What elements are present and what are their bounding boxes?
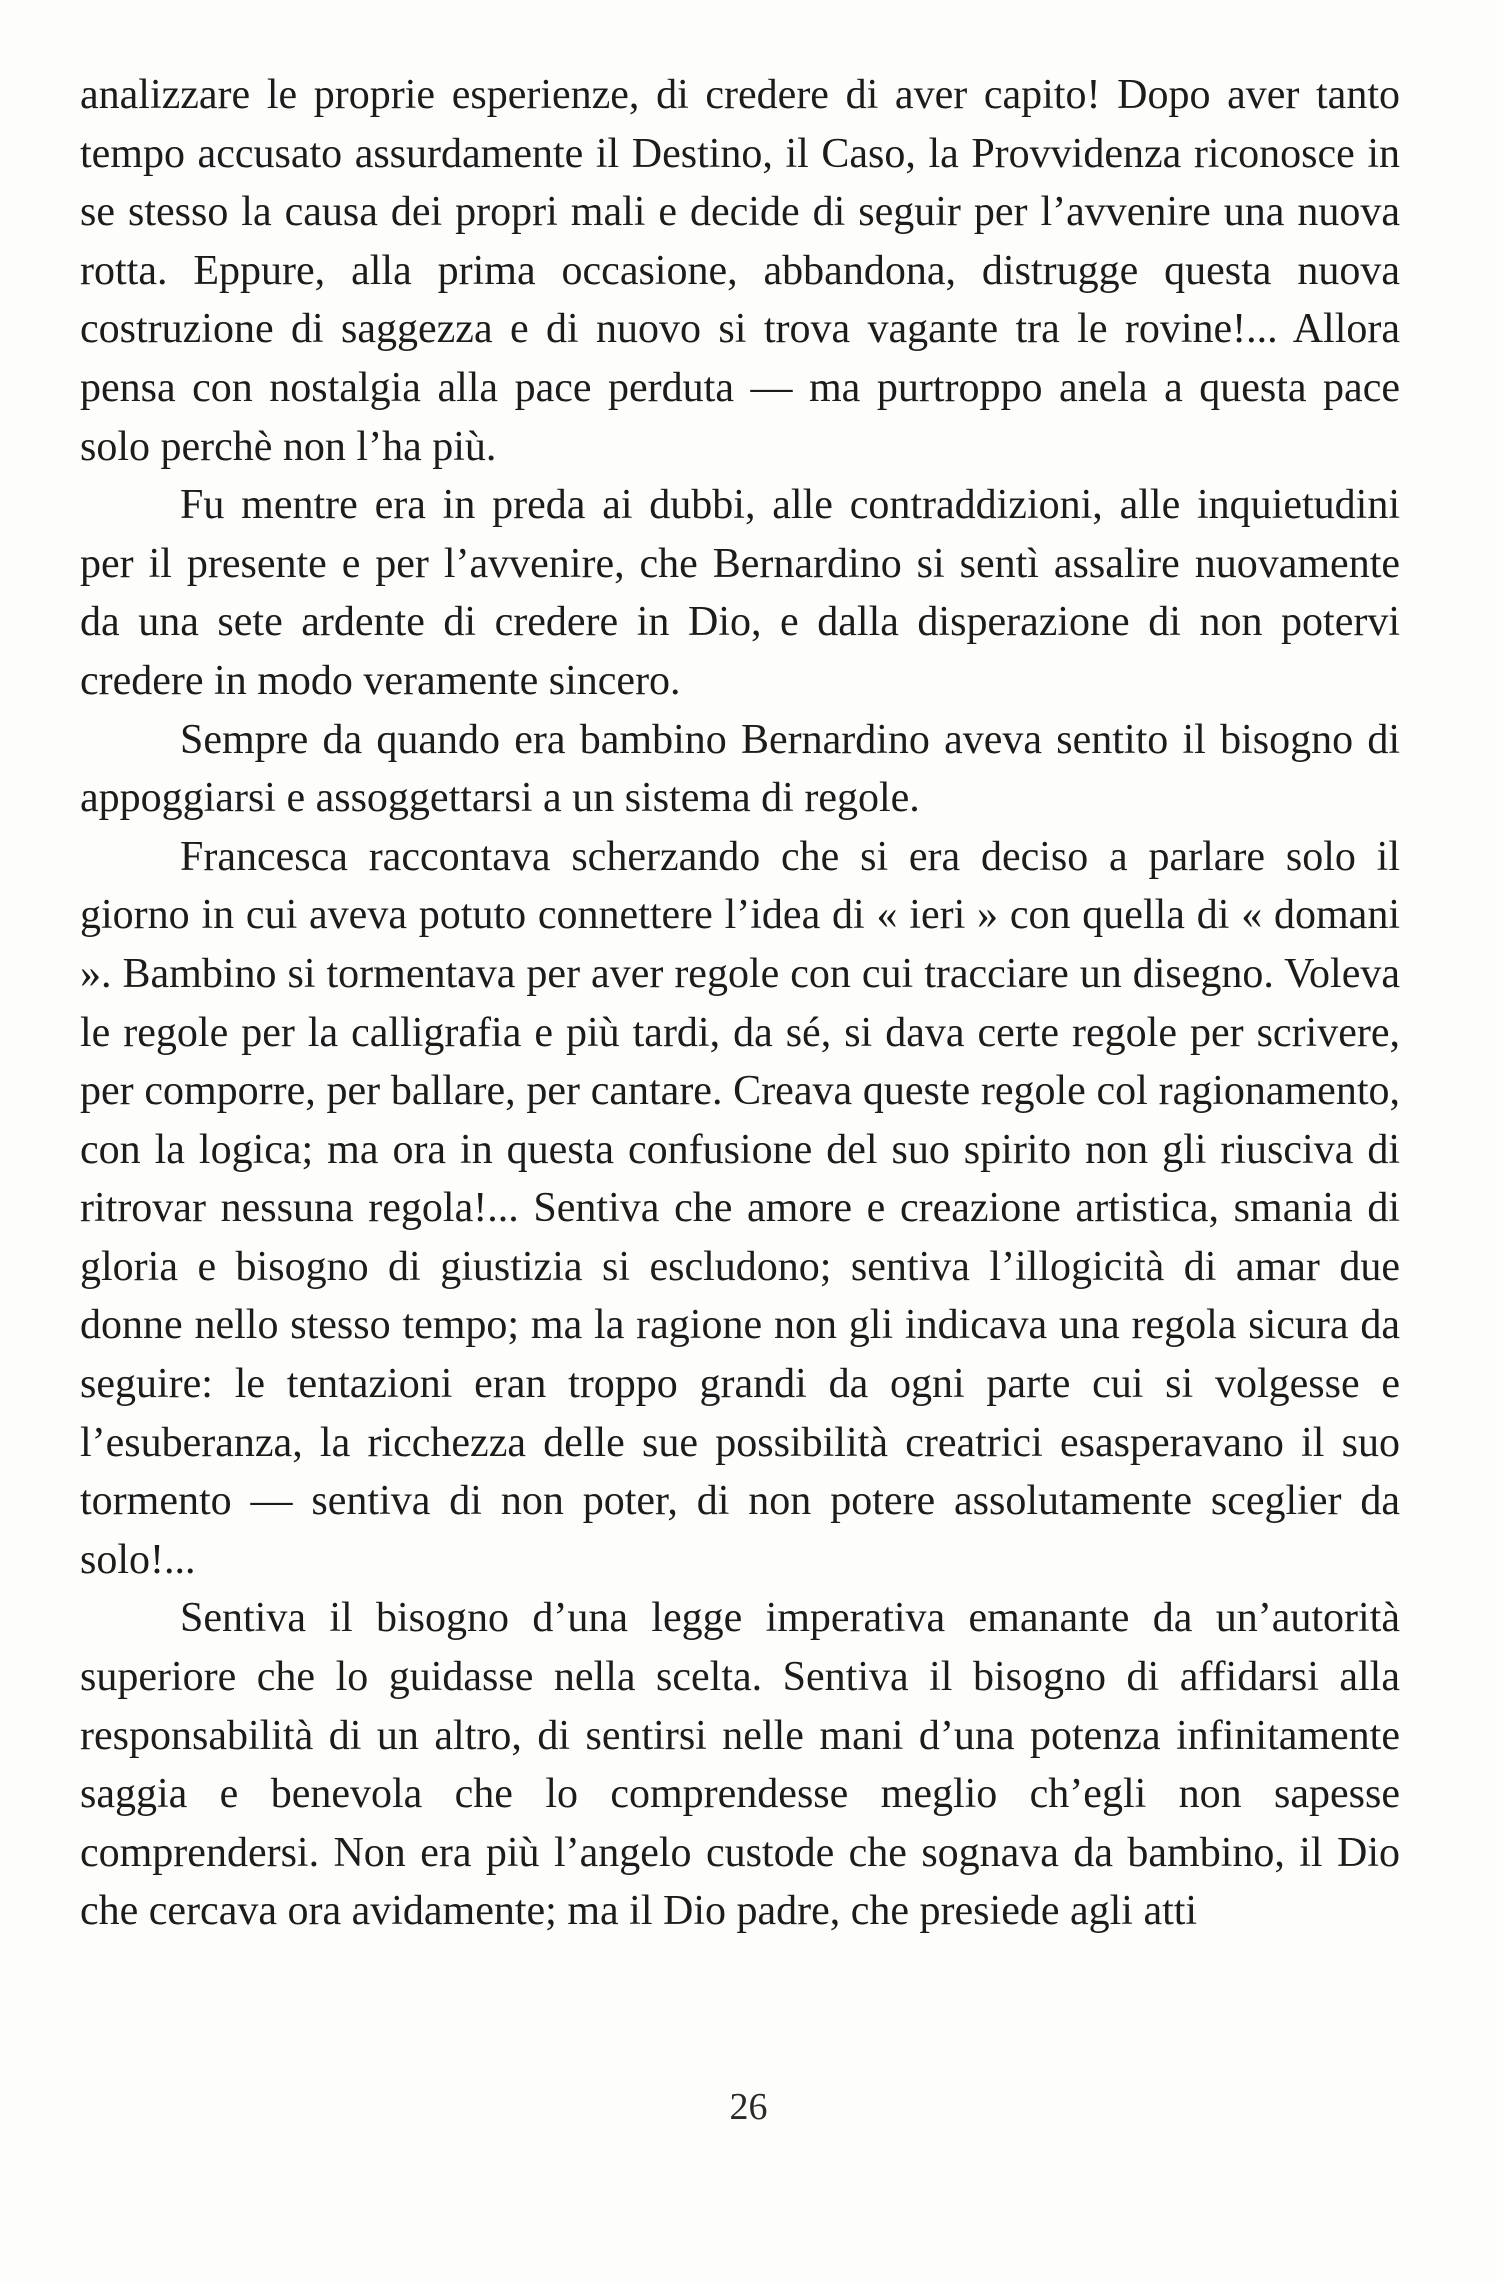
- paragraph-1: analizzare le proprie esperienze, di credere di aver capito! Dopo aver tanto tempo accusato assurdamente il Destino, il Caso, la Provvidenza riconosce in se stesso la causa dei propri mali e decide di seguir per l’avvenire una nuova rotta. Eppure, alla prima occasione, abbandona, distrugge questa nuova costruzione di saggezza e di nuovo si trova vagante tra le rovine!... Allora pensa con nostalgia alla pace perduta — ma purtroppo anela a questa pace solo perchè non l’ha più.: [80, 72, 1400, 470]
- paragraph-5: Sentiva il bisogno d’una legge imperativa emanante da un’autorità superiore che lo guidasse nella scelta. Sentiva il bisogno di affidarsi alla responsabilità di un altro, di sentirsi nelle mani d’una potenza infinitamente saggia e benevola che lo comprendesse meglio ch’egli non sapesse comprendersi. Non era più l’angelo custode che sognava da bambino, il Dio che cercava ora avidamente; ma il Dio padre, che presiede agli atti: [80, 1595, 1400, 1935]
- page-number: 26: [729, 2086, 768, 2128]
- paragraph-2: Fu mentre era in preda ai dubbi, alle contraddizioni, alle inquietudini per il presente e per l’avvenire, che Bernardino si sentì assalire nuovamente da una sete ardente di credere in Dio, e dalla disperazione di non potervi credere in modo veramente sincero.: [80, 482, 1400, 704]
- body-text: [80, 66, 1400, 1941]
- paragraph-4: Francesca raccontava scherzando che si era deciso a parlare solo il giorno in cui aveva potuto connettere l’idea di « ieri » con quella di « domani ». Bambino si tormentava per aver regole con cui tracciare un disegno. Voleva le regole per la calligrafia e più tardi, da sé, si dava certe regole per scrivere, per comporre, per ballare, per cantare. Creava queste regole col ragionamento, con la logica; ma ora in questa confusione del suo spirito non gli riusciva di ritrovar nessuna regola!... Sentiva che amore e creazione artistica, smania di gloria e bisogno di giustizia si escludono; sentiva l’illogicità di amar due donne nello stesso tempo; ma la ragione non gli indicava una regola sicura da seguire: le tentazioni eran troppo grandi da ogni parte cui si volgesse e l’esuberanza, la ricchezza delle sue possibilità creatrici esasperavano il suo tormento — sentiva di non poter, di non potere assolutamente sceglier da solo!...: [80, 833, 1400, 1583]
- paragraph-3: Sempre da quando era bambino Bernardino aveva sentito il bisogno di appoggiarsi e assoggettarsi a un sistema di regole.: [80, 716, 1400, 822]
